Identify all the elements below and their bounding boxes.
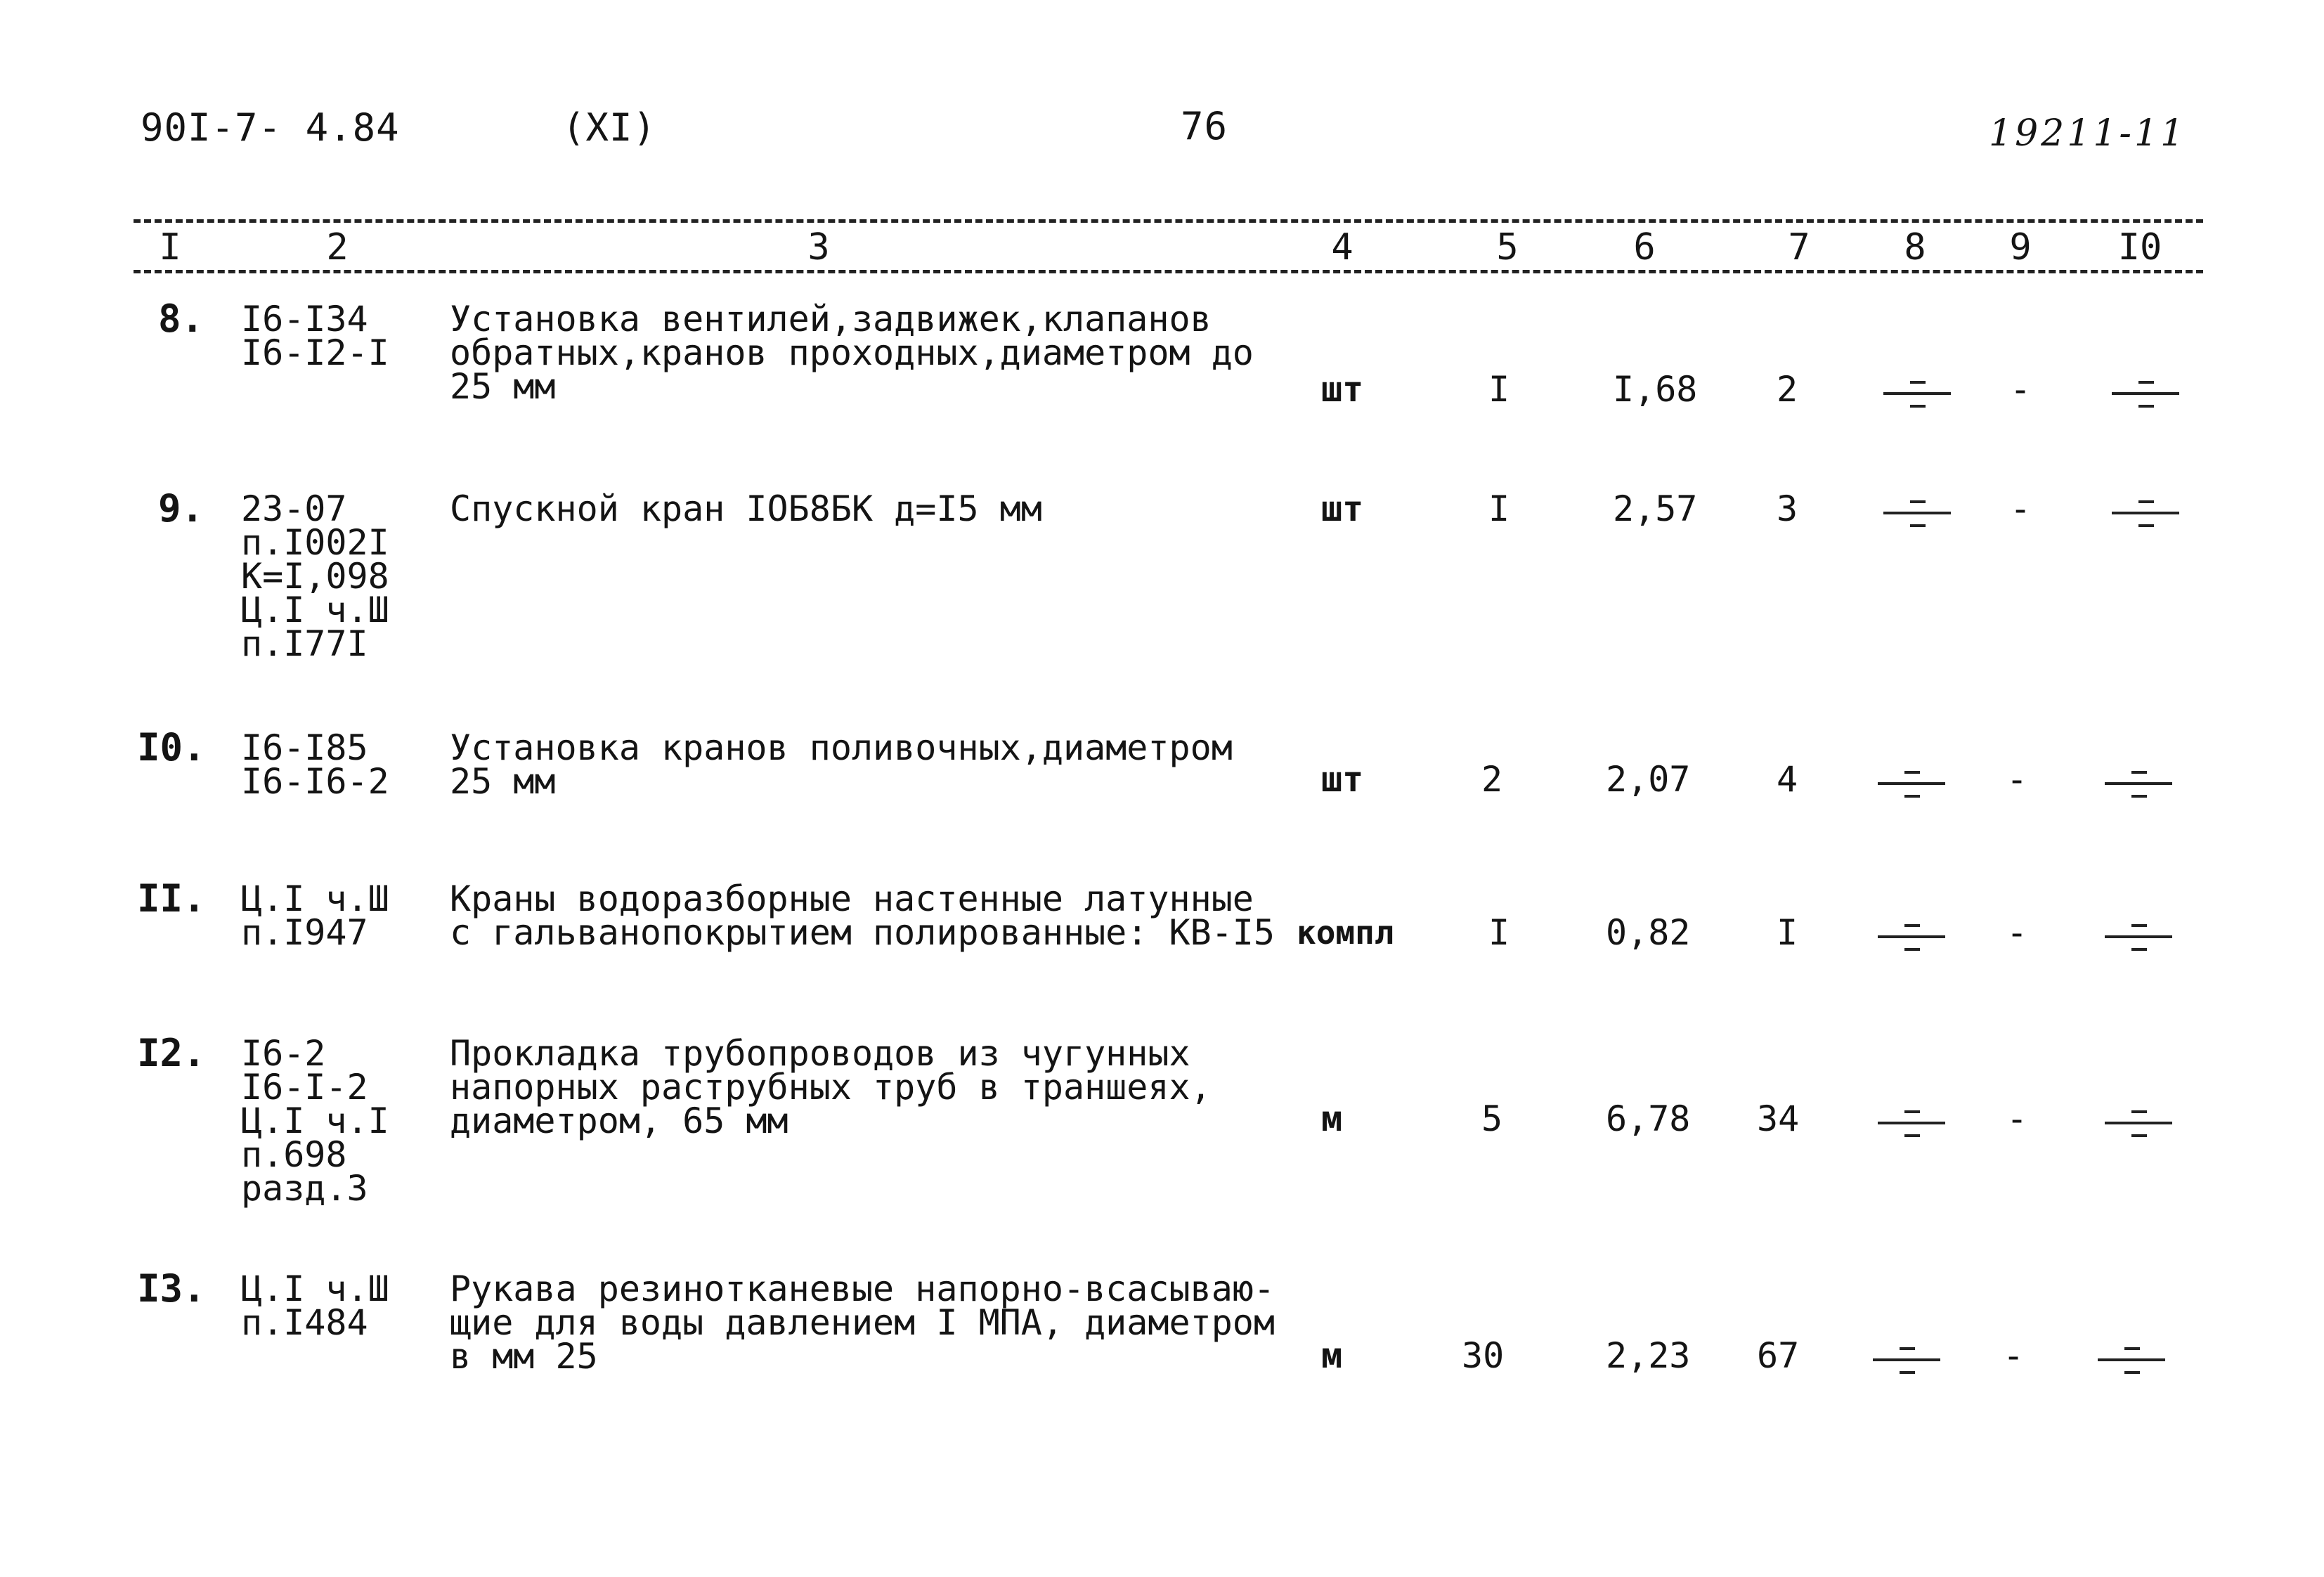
row-description: Установка кранов поливочных,диаметром 25 мм — [450, 727, 1233, 802]
row-unit: м — [1321, 1098, 1343, 1139]
ditto-mark — [1883, 374, 1951, 413]
row-number: I2. — [137, 1031, 206, 1075]
row-code: Ц.I ч.Ш п.I484 — [241, 1268, 389, 1343]
column-number-3: 3 — [807, 226, 830, 268]
row-unit: шт — [1321, 488, 1364, 529]
ditto-mark — [1878, 764, 1945, 803]
row-unit-price: 2,57 — [1613, 488, 1698, 529]
column-number-9: 9 — [2009, 226, 2032, 268]
row-col9: - — [2003, 1335, 2025, 1376]
row-quantity: 30 — [1462, 1335, 1505, 1376]
ditto-mark — [2105, 917, 2172, 956]
row-description: Краны водоразборные настенные латунные с гальванопокрытием полированные: КВ-I5 — [450, 878, 1275, 953]
row-col9: - — [2006, 1098, 2028, 1139]
row-unit: компл — [1297, 914, 1394, 952]
ditto-mark — [2112, 493, 2179, 533]
row-col9: - — [2010, 369, 2032, 410]
column-number-1: I — [159, 226, 181, 268]
ditto-mark — [1878, 1103, 1945, 1143]
row-unit-price: 6,78 — [1606, 1098, 1691, 1139]
ditto-mark — [1883, 493, 1951, 533]
row-unit: шт — [1321, 759, 1364, 800]
ditto-mark — [1878, 917, 1945, 956]
row-number: II. — [137, 876, 206, 921]
column-number-6: 6 — [1633, 226, 1656, 268]
row-unit: шт — [1321, 369, 1364, 410]
row-description: Рукава резинотканевые напорно-всасываю- щие для воды давлением I МПА, диаметром в мм 25 — [450, 1268, 1275, 1377]
row-number: 8. — [158, 297, 205, 341]
row-col9: - — [2006, 759, 2028, 800]
ditto-mark — [2105, 1103, 2172, 1143]
row-unit-price: 0,82 — [1606, 912, 1691, 953]
ditto-mark — [1873, 1340, 1940, 1380]
column-number-4: 4 — [1331, 226, 1353, 268]
row-total: 2 — [1777, 369, 1798, 410]
row-description: Установка вентилей,задвижек,клапанов обратных,кранов проходных,диаметром до 25 мм — [450, 299, 1254, 407]
row-quantity: I — [1488, 912, 1510, 953]
row-quantity: I — [1488, 488, 1510, 529]
row-col9: - — [2006, 912, 2028, 953]
row-number: I0. — [137, 725, 206, 770]
row-code: 23-07 п.I002I К=I,098 Ц.I ч.Ш п.I77I — [241, 488, 389, 664]
row-code: I6-I34 I6-I2-I — [241, 299, 389, 373]
column-number-5: 5 — [1496, 226, 1519, 268]
document-code: 90I-7- 4.84 — [141, 105, 400, 150]
header-rule-top — [134, 219, 2203, 223]
row-code: Ц.I ч.Ш п.I947 — [241, 878, 389, 953]
row-description: Прокладка трубопроводов из чугунных напорных раструбных труб в траншеях, диаметром, 65 мм — [450, 1033, 1212, 1141]
column-number-7: 7 — [1788, 226, 1810, 268]
row-unit-price: 2,07 — [1606, 759, 1691, 800]
row-total: 67 — [1757, 1335, 1800, 1376]
row-quantity: 5 — [1481, 1098, 1503, 1139]
row-total: 4 — [1777, 759, 1798, 800]
row-total: 34 — [1757, 1098, 1800, 1139]
row-unit-price: I,68 — [1613, 369, 1698, 410]
header-rule-bottom — [134, 270, 2203, 273]
row-quantity: 2 — [1481, 759, 1503, 800]
ditto-mark — [2112, 374, 2179, 413]
row-code: I6-I85 I6-I6-2 — [241, 727, 389, 802]
column-number-10: I0 — [2117, 226, 2162, 268]
column-number-8: 8 — [1904, 226, 1926, 268]
ditto-mark — [2098, 1340, 2165, 1380]
row-description: Спускной кран IОБ8БК д=I5 мм — [450, 488, 1042, 529]
row-number: I3. — [137, 1266, 206, 1311]
row-code: I6-2 I6-I-2 Ц.I ч.I п.698 разд.3 — [241, 1033, 389, 1209]
row-unit: м — [1321, 1335, 1343, 1376]
section-label: (XI) — [562, 105, 657, 150]
row-unit-price: 2,23 — [1606, 1335, 1691, 1376]
row-quantity: I — [1488, 369, 1510, 410]
row-total: I — [1777, 912, 1798, 953]
row-col9: - — [2010, 488, 2032, 529]
column-number-2: 2 — [326, 226, 349, 268]
handwritten-reference: 19211-11 — [1989, 112, 2187, 155]
row-number: 9. — [158, 486, 205, 531]
row-total: 3 — [1777, 488, 1798, 529]
page-number: 76 — [1181, 104, 1228, 148]
ditto-mark — [2105, 764, 2172, 803]
